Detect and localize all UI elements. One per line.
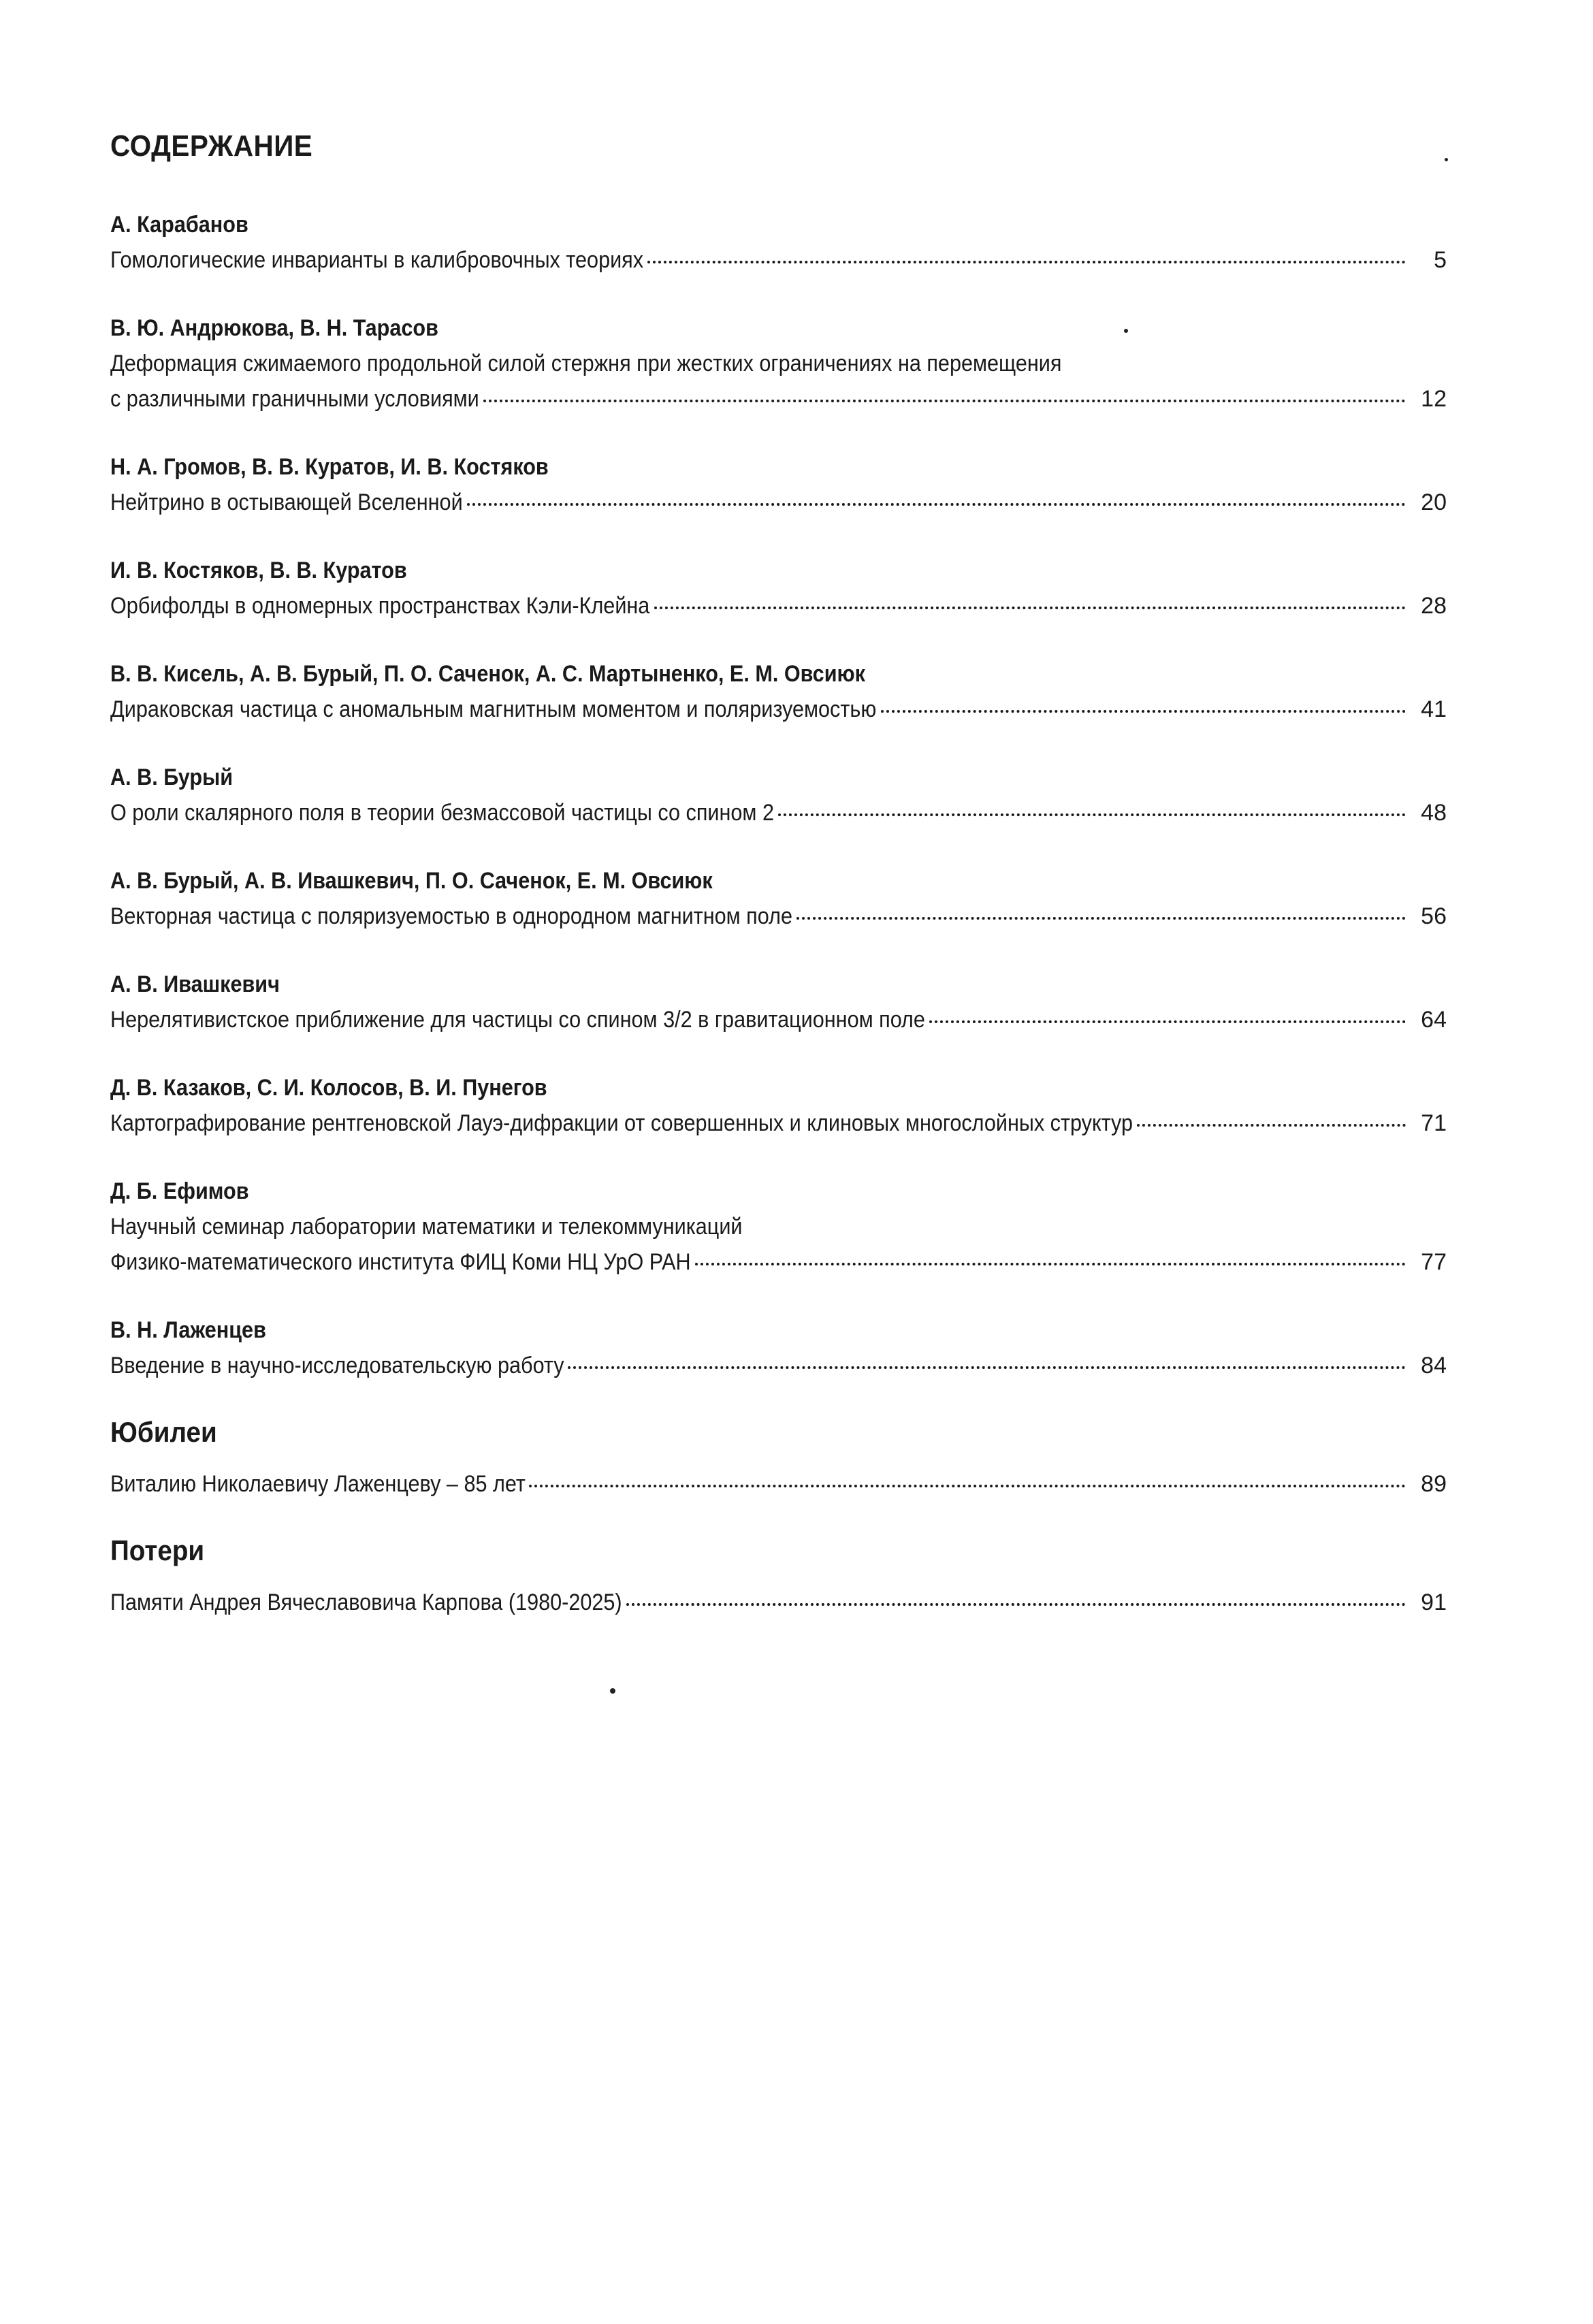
entry-title-line[interactable] xyxy=(110,692,1447,727)
entry-authors: А. В. Ивашкевич xyxy=(110,971,280,997)
dot-leader xyxy=(568,1366,1406,1369)
entry-title-line[interactable] xyxy=(110,1348,1447,1383)
entry-title-line[interactable] xyxy=(110,242,1447,278)
entry-title: Памяти Андрея Вячеславовича Карпова (1980-2025) xyxy=(110,1589,622,1615)
toc-entry xyxy=(110,1312,1447,1383)
entry-title-line[interactable] xyxy=(110,1002,1447,1037)
entry-title: Научный семинар лаборатории математики и телекоммуникаций xyxy=(110,1214,743,1240)
entry-page: 48 xyxy=(1421,800,1447,826)
entry-page: 89 xyxy=(1421,1471,1447,1497)
toc-entry xyxy=(110,656,1447,727)
entry-authors: В. Ю. Андрюкова, В. Н. Тарасов xyxy=(110,315,438,341)
entry-title-line[interactable] xyxy=(110,1466,1447,1502)
entry-title-line[interactable] xyxy=(110,795,1447,830)
toc-entry xyxy=(110,310,1447,417)
table-of-contents xyxy=(110,129,1447,1653)
entry-title-line[interactable] xyxy=(110,381,1447,417)
entry-authors: А. В. Бурый, А. В. Ивашкевич, П. О. Саченок, Е. М. Овсиюк xyxy=(110,868,713,894)
dot-leader xyxy=(929,1020,1406,1023)
entry-title: Нерелятивистское приближение для частицы со спином 3/2 в гравитационном поле xyxy=(110,1007,925,1033)
entry-title-line[interactable] xyxy=(110,588,1447,624)
toc-entry xyxy=(110,553,1447,624)
dot-leader xyxy=(647,261,1406,263)
contents-title: СОДЕРЖАНИЕ xyxy=(110,129,313,163)
entry-page: 77 xyxy=(1421,1249,1447,1275)
toc-entry xyxy=(110,760,1447,830)
dot-leader xyxy=(881,710,1406,713)
dot-leader xyxy=(778,813,1406,816)
toc-entry xyxy=(110,1070,1447,1141)
dot-leader xyxy=(626,1603,1406,1606)
entry-authors: В. В. Кисель, А. В. Бурый, П. О. Саченок, А. С. Мартыненко, Е. М. Овсиюк xyxy=(110,661,865,687)
entry-title: О роли скалярного поля в теории безмассовой частицы со спином 2 xyxy=(110,800,774,826)
scan-speck xyxy=(610,1688,615,1694)
entry-page: 20 xyxy=(1421,489,1447,515)
section-title-losses: Потери xyxy=(110,1534,205,1566)
dot-leader xyxy=(1137,1124,1406,1127)
dot-leader xyxy=(529,1485,1406,1487)
entry-title-line[interactable] xyxy=(110,1244,1447,1280)
entry-authors: В. Н. Лаженцев xyxy=(110,1317,266,1343)
toc-entry xyxy=(110,1174,1447,1280)
toc-entry xyxy=(110,207,1447,278)
entry-title-continued: с различными граничными условиями xyxy=(110,386,479,412)
toc-entry xyxy=(110,1585,1447,1620)
entry-title: Гомологические инварианты в калибровочных теориях xyxy=(110,247,644,273)
entry-title: Введение в научно-исследовательскую работу xyxy=(110,1353,564,1378)
entry-page: 91 xyxy=(1421,1589,1447,1615)
section-title-jubilees: Юбилеи xyxy=(110,1416,217,1448)
dot-leader xyxy=(796,917,1406,920)
scan-speck xyxy=(1445,158,1448,161)
entry-authors: А. В. Бурый xyxy=(110,764,234,790)
entry-page: 12 xyxy=(1421,386,1447,412)
entry-title: Картографирование рентгеновской Лауэ-дифракции от совершенных и клиновых многослойных структур xyxy=(110,1110,1133,1136)
entry-page: 28 xyxy=(1421,593,1447,619)
dot-leader xyxy=(483,400,1406,402)
entry-title: Дираковская частица с аномальным магнитным моментом и поляризуемостью xyxy=(110,696,877,722)
entry-page: 71 xyxy=(1421,1110,1447,1136)
dot-leader xyxy=(467,503,1406,506)
toc-entry xyxy=(110,449,1447,520)
entry-authors: Д. Б. Ефимов xyxy=(110,1178,249,1204)
entry-title-line[interactable] xyxy=(110,899,1447,934)
entry-page: 56 xyxy=(1421,903,1447,929)
entry-title: Векторная частица с поляризуемостью в однородном магнитном поле xyxy=(110,903,792,929)
entry-title-line[interactable] xyxy=(110,1585,1447,1620)
toc-entry xyxy=(110,863,1447,934)
toc-entry xyxy=(110,967,1447,1037)
entry-title-line[interactable] xyxy=(110,1105,1447,1141)
entry-authors: И. В. Костяков, В. В. Куратов xyxy=(110,558,407,583)
dot-leader xyxy=(654,607,1406,609)
entry-title-line[interactable] xyxy=(110,1209,1447,1244)
entry-page: 84 xyxy=(1421,1353,1447,1378)
dot-leader xyxy=(695,1263,1406,1265)
entry-title: Нейтрино в остывающей Вселенной xyxy=(110,489,463,515)
entry-title: Виталию Николаевичу Лаженцеву – 85 лет xyxy=(110,1471,526,1497)
entry-title-line[interactable] xyxy=(110,346,1447,381)
entry-title-line[interactable] xyxy=(110,485,1447,520)
scan-speck xyxy=(1124,329,1128,333)
entry-title: Орбифолды в одномерных пространствах Кэли-Клейна xyxy=(110,593,650,619)
entry-page: 64 xyxy=(1421,1007,1447,1033)
entry-page: 41 xyxy=(1421,696,1447,722)
entry-title: Деформация сжимаемого продольной силой стержня при жестких ограничениях на перемещения xyxy=(110,351,1062,376)
entry-page: 5 xyxy=(1434,247,1447,273)
entry-authors: Д. В. Казаков, С. И. Колосов, В. И. Пунегов xyxy=(110,1075,547,1101)
toc-entry xyxy=(110,1466,1447,1502)
entry-title-continued: Физико-математического института ФИЦ Коми НЦ УрО РАН xyxy=(110,1249,691,1275)
entry-authors: А. Карабанов xyxy=(110,212,248,238)
entry-authors: Н. А. Громов, В. В. Куратов, И. В. Костяков xyxy=(110,454,549,480)
